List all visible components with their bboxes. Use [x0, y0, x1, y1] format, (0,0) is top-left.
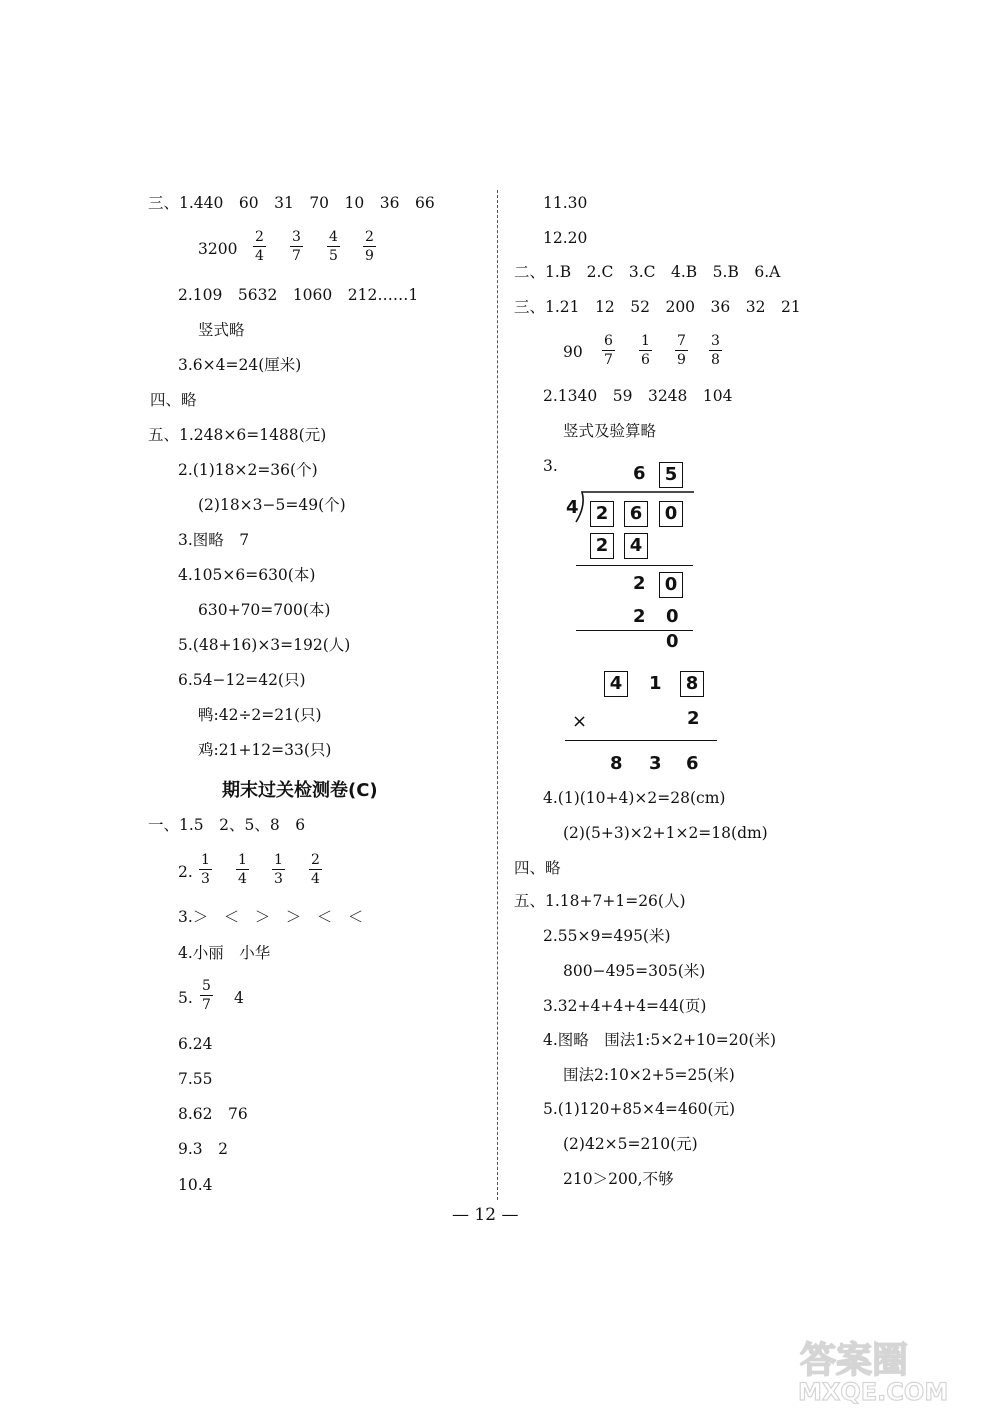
dividend-box: 6 — [624, 501, 648, 527]
right-line12: 12.20 — [543, 229, 588, 247]
left-s1-line3: 3.＞ ＜ ＞ ＞ ＜ ＜ — [178, 908, 364, 926]
left-s5-line3: (2)18×3−5=49(个) — [198, 496, 346, 514]
multiplicand-box: 4 — [604, 671, 628, 697]
fraction: 1 4 — [236, 852, 249, 887]
fraction: 2 4 — [253, 229, 266, 264]
left-s1-line7: 7.55 — [178, 1070, 213, 1088]
left-s5-line2: 2.(1)18×2=36(个) — [178, 461, 318, 479]
left-s1-line4: 4.小丽 小华 — [178, 944, 271, 962]
fraction: 1 3 — [199, 852, 212, 887]
times-sign: × — [572, 711, 588, 732]
column-divider — [497, 190, 498, 1200]
right-s2: 二、1.B 2.C 3.C 4.B 5.B 6.A — [514, 263, 781, 281]
left-s1-line1: 一、1.5 2、5、8 6 — [148, 816, 306, 834]
partial-digit: 2 — [633, 573, 646, 594]
division-rule — [576, 565, 693, 566]
svg-text:答案圈: 答案圈 — [800, 1340, 909, 1381]
product-digit: 3 — [649, 753, 662, 774]
left-s5-line4: 3.图略 7 — [178, 531, 250, 549]
right-s5-line9: 210＞200,不够 — [563, 1170, 674, 1188]
left-s5-line1: 五、1.248×6=1488(元) — [148, 426, 327, 444]
fraction: 2 9 — [363, 229, 376, 264]
right-s5-line2: 2.55×9=495(米) — [543, 927, 671, 945]
left-s1-line8: 8.62 76 — [178, 1105, 248, 1123]
divisor: 4 — [566, 497, 579, 518]
fraction: 2 4 — [309, 852, 322, 887]
remainder-digit: 0 — [666, 631, 679, 652]
product-digit: 6 — [686, 753, 699, 774]
fraction: 3 8 — [709, 333, 722, 368]
fraction: 1 3 — [272, 852, 285, 887]
right-s5-line3: 800−495=305(米) — [563, 962, 706, 980]
left-s5-line5: 4.105×6=630(本) — [178, 566, 316, 584]
left-s4: 四、略 — [150, 391, 197, 409]
right-s3-line1: 三、1.21 12 52 200 36 32 21 — [514, 298, 801, 316]
right-s4a: 4.(1)(10+4)×2=28(cm) — [543, 789, 726, 807]
quotient-box: 5 — [659, 462, 683, 488]
multiplicand-box: 8 — [680, 671, 704, 697]
right-s5-line8: (2)42×5=210(元) — [563, 1135, 698, 1153]
multiplier-digit: 2 — [687, 708, 700, 729]
left-s5-line8: 6.54−12=42(只) — [178, 671, 306, 689]
left-s1-line5b: 4 — [234, 989, 244, 1007]
left-s1-line6: 6.24 — [178, 1035, 213, 1053]
left-s1-line9: 9.3 2 — [178, 1140, 229, 1158]
svg-text:MXQE.COM: MXQE.COM — [798, 1378, 949, 1405]
right-s3-line2b: 竖式及验算略 — [563, 422, 657, 440]
right-s4b: (2)(5+3)×2+1×2=18(dm) — [563, 824, 768, 842]
right-s5-line1: 五、1.18+7+1=26(人) — [514, 892, 686, 910]
right-line11: 11.30 — [543, 194, 588, 212]
left-s1-line2: 2. — [178, 863, 193, 881]
partial-box: 0 — [659, 572, 683, 598]
left-s5-line10: 鸡:21+12=33(只) — [198, 741, 332, 759]
fraction: 6 7 — [602, 333, 615, 368]
subtract-digit: 0 — [666, 606, 679, 627]
fraction: 3 7 — [290, 229, 303, 264]
right-s5-line6: 围法2:10×2+5=25(米) — [563, 1066, 735, 1084]
product-box: 2 — [590, 533, 614, 559]
left-s5-line6: 630+70=700(本) — [198, 601, 331, 619]
left-s5-line9: 鸭:42÷2=21(只) — [198, 706, 322, 724]
dividend-box: 2 — [590, 501, 614, 527]
left-s3-line2b: 竖式略 — [198, 321, 245, 339]
right-s4: 四、略 — [514, 859, 561, 877]
product-box: 4 — [624, 533, 648, 559]
multiplication-rule — [565, 740, 717, 741]
multiplicand-digit: 1 — [649, 673, 662, 694]
fraction: 7 9 — [675, 333, 688, 368]
subtract-digit: 2 — [633, 606, 646, 627]
watermark-logo — [790, 1330, 980, 1405]
left-s3-line2: 2.109 5632 1060 212……1 — [178, 286, 419, 304]
page-number: — 12 — — [452, 1205, 519, 1225]
right-s3-line1b: 90 — [563, 343, 583, 361]
product-digit: 8 — [610, 753, 623, 774]
right-s5-line5: 4.图略 围法1:5×2+10=20(米) — [543, 1031, 777, 1049]
quotient-digit: 6 — [633, 463, 646, 484]
left-s1-line10: 10.4 — [178, 1176, 213, 1194]
dividend-box: 0 — [659, 501, 683, 527]
left-s3-line3: 3.6×4=24(厘米) — [178, 356, 302, 374]
left-s3-line1: 三、1.440 60 31 70 10 36 66 — [148, 194, 435, 212]
right-s5-line4: 3.32+4+4+4=44(页) — [543, 997, 707, 1015]
section-title: 期末过关检测卷(C) — [222, 780, 378, 801]
left-s3-line1b: 3200 — [198, 240, 238, 258]
right-s5-line7: 5.(1)120+85×4=460(元) — [543, 1100, 736, 1118]
fraction: 5 7 — [200, 978, 213, 1013]
fraction: 1 6 — [639, 333, 652, 368]
right-s3-line2: 2.1340 59 3248 104 — [543, 387, 733, 405]
right-s3-line3: 3. — [543, 457, 558, 475]
fraction: 4 5 — [327, 229, 340, 264]
left-s5-line7: 5.(48+16)×3=192(人) — [178, 636, 351, 654]
left-s1-line5: 5. — [178, 989, 193, 1007]
